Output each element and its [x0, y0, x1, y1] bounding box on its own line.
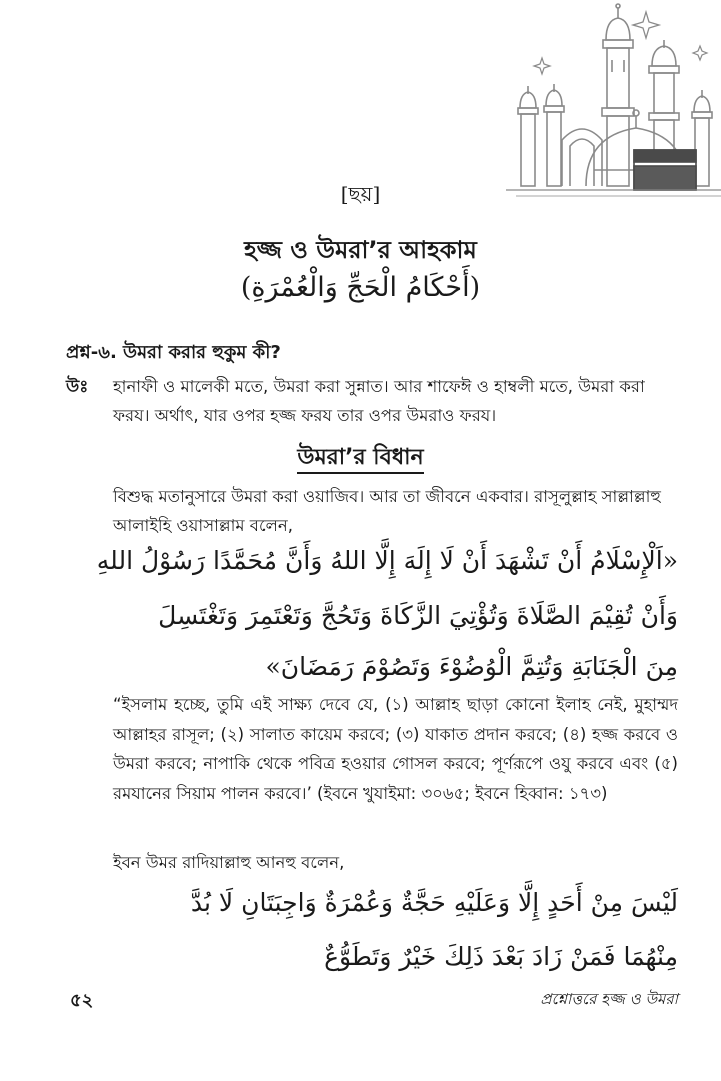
- intro-paragraph: বিশুদ্ধ মতানুসারে উমরা করা ওয়াজিব। আর তা জীবনে একবার। রাসূলুল্লাহ সাল্লাল্লাহু আলাইহি ওয়াসাল্লাম বলেন,: [113, 487, 661, 535]
- chapter-number: [ছয়]: [340, 182, 381, 206]
- question-heading: প্রশ্ন-৬. উমরা করার হুকুম কী?: [66, 342, 281, 363]
- athar-arabic-line-2: مِنْهُمَا فَمَنْ زَادَ بَعْدَ ذَلِكَ خَيْرٌ وَتَطَوُّعٌ: [324, 942, 678, 971]
- answer-text: হানাফী ও মালেকী মতে, উমরা করা সুন্নাত। আর শাফেঈ ও হাম্বলী মতে, উমরা করা ফরয। অর্থাৎ, যার ওপর হজ্জ ফরয তার ওপর উমরাও ফরয।: [113, 377, 645, 425]
- answer-label: উঃ: [66, 377, 89, 397]
- athar-arabic-line-1: لَيْسَ مِنْ أَحَدٍ إِلَّا وَعَلَيْهِ حَجَّةٌ وَعُمْرَةٌ وَاجِبَتَانِ لَا بُدَّ: [190, 888, 678, 917]
- hadith-arabic-line-1: «اَلْإِسْلَامُ أَنْ تَشْهَدَ أَنْ لَا إِلَهَ إِلَّا اللهُ وَأَنَّ مُحَمَّدًا رَسُوْلُ اللهِ: [96, 546, 678, 575]
- section-heading: [0, 440, 721, 477]
- hadith-translation: “ইসলাম হচ্ছে, তুমি এই সাক্ষ্য দেবে যে, (১) আল্লাহ ছাড়া কোনো ইলাহ নেই, মুহাম্মদ আল্লাহর রাসূল; (২) সালাত কায়েম করবে; (৩) যাকাত প্রদান করবে; (৪) হজ্জ করবে ও উমরা করবে; নাপাকি থেকে পবিত্র হওয়ার গোসল করবে; পূর্ণরূপে ওযু করবে এবং (৫) রমযানের সিয়াম পালন করবে।’ (ইবনে খুযাইমা: ৩০৬৫; ইবনে হিব্বান: ১৭৩): [113, 695, 678, 803]
- narrator-paragraph: ইবন উমর রাদিয়াল্লাহু আনহু বলেন,: [113, 853, 345, 872]
- page-number: ৫২: [70, 990, 94, 1011]
- running-footer-title: প্রশ্নোত্তরে হজ্জ ও উমরা: [540, 990, 678, 1008]
- section-heading-text: উমরা’র বিধান: [297, 445, 423, 474]
- chapter-title-arabic: (أَحْكَامُ الْحَجِّ وَالْعُمْرَةِ): [240, 272, 481, 303]
- mosque-kaaba-illustration-icon: [506, 0, 721, 205]
- hadith-arabic-line-2: وَأَنْ تُقِيْمَ الصَّلَاةَ وَتُؤْتِيَ الزَّكَاةَ وَتَحُجَّ وَتَعْتَمِرَ وَتَغْتَسِلَ: [158, 601, 678, 630]
- hadith-arabic-line-3: مِنَ الْجَنَابَةِ وَتُتِمَّ الْوُضُوْءَ وَتَصُوْمَ رَمَضَانَ»: [265, 652, 678, 681]
- chapter-title: হজ্জ ও উমরা’র আহকাম: [244, 236, 477, 264]
